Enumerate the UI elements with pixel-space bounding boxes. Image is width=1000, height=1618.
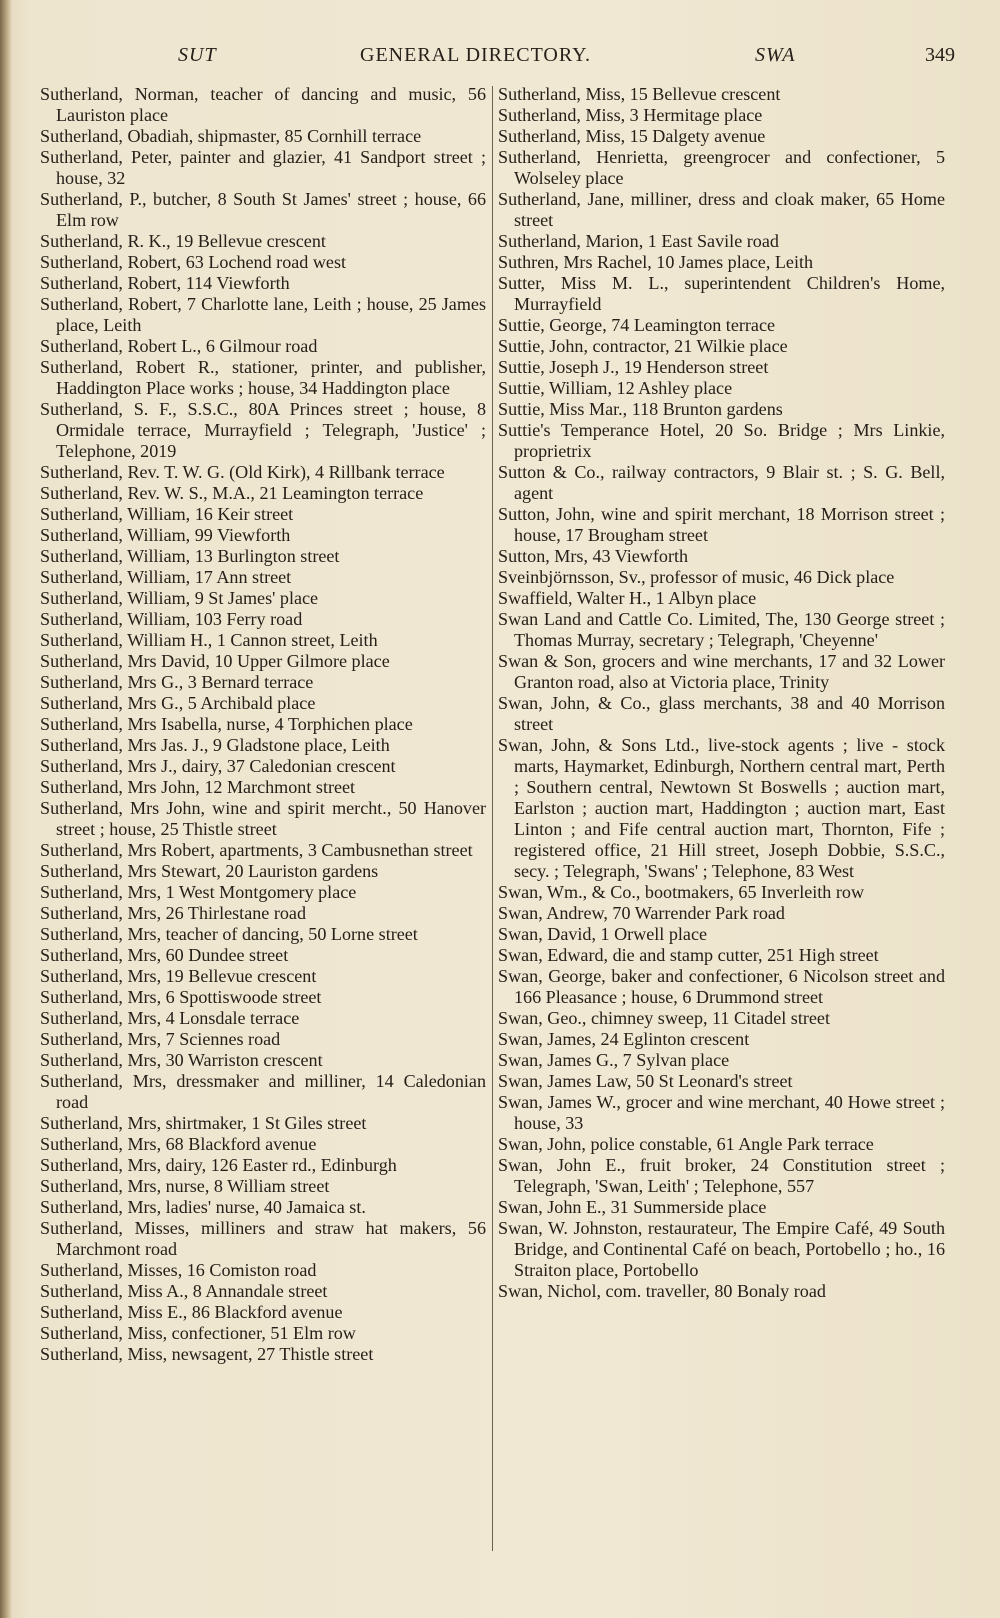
directory-entry: Sutter, Miss M. L., superintendent Children's Home, Murrayfield [498, 273, 945, 314]
directory-entry: Suttie, John, contractor, 21 Wilkie place [498, 336, 788, 356]
directory-entry: Sutherland, Misses, 16 Comiston road [40, 1260, 317, 1280]
directory-entry: Swan, John, police constable, 61 Angle Park terrace [498, 1134, 874, 1154]
directory-entry: Sutherland, Mrs Isabella, nurse, 4 Torphichen place [40, 714, 413, 734]
directory-entry: Suttie, William, 12 Ashley place [498, 378, 733, 398]
directory-entry: Sutherland, Mrs, 6 Spottiswoode street [40, 987, 322, 1007]
directory-entry: Sutton, Mrs, 43 Viewforth [498, 546, 689, 566]
directory-entry: Sutherland, Mrs G., 3 Bernard terrace [40, 672, 314, 692]
directory-entry: Swan, John, & Sons Ltd., live-stock agents ; live - stock marts, Haymarket, Edinburgh, Northern central mart, Perth ; Southern central, Newtown St Boswells ; auction mart, Earlston ; auction mart, Haddington ; auction mart, East Linton ; and Fife central auction mart, Thornton, Fife ; registered office, 21 Hill street, Joseph Dobbie, S.S.C., secy. ; Telegraph, 'Swans' ; Telephone, 83 West [498, 735, 945, 881]
directory-entry: Sutherland, Miss, newsagent, 27 Thistle street [40, 1344, 374, 1364]
directory-entry: Suthren, Mrs Rachel, 10 James place, Leith [498, 252, 814, 272]
directory-entry: Sutherland, Mrs, dressmaker and milliner, 14 Caledonian road [40, 1071, 486, 1112]
directory-entry: Swan, Andrew, 70 Warrender Park road [498, 903, 785, 923]
directory-entry: Sutherland, R. K., 19 Bellevue crescent [40, 231, 326, 251]
page-header [40, 44, 955, 74]
directory-entry: Swan Land and Cattle Co. Limited, The, 130 George street ; Thomas Murray, secretary ; Telegraph, 'Cheyenne' [498, 609, 945, 650]
directory-entry: Swan, Wm., & Co., bootmakers, 65 Inverleith row [498, 882, 865, 902]
directory-entry: Swan, George, baker and confectioner, 6 Nicolson street and 166 Pleasance ; house, 6 Drummond street [498, 966, 945, 1007]
header-left-guide: SUT [178, 44, 217, 66]
directory-entry: Sutherland, William, 16 Keir street [40, 504, 294, 524]
directory-entry: Swan, John, & Co., glass merchants, 38 and 40 Morrison street [498, 693, 945, 734]
directory-entry: Sutherland, Mrs, 19 Bellevue crescent [40, 966, 317, 986]
directory-entry: Sutherland, Mrs, dairy, 126 Easter rd., Edinburgh [40, 1155, 397, 1175]
directory-entry: Sutherland, Miss, 3 Hermitage place [498, 105, 763, 125]
directory-entry: Sutherland, P., butcher, 8 South St James' street ; house, 66 Elm row [40, 189, 486, 230]
directory-entry: Sutherland, Peter, painter and glazier, 41 Sandport street ; house, 32 [40, 147, 486, 188]
directory-entry: Suttie, Miss Mar., 118 Brunton gardens [498, 399, 783, 419]
directory-entry: Sutherland, Robert R., stationer, printer, and publisher, Haddington Place works ; house, 34 Haddington place [40, 357, 486, 398]
directory-entry: Suttie, George, 74 Leamington terrace [498, 315, 776, 335]
directory-entry: Swan, John E., 31 Summerside place [498, 1197, 767, 1217]
directory-entry: Swan, David, 1 Orwell place [498, 924, 708, 944]
directory-entry: Suttie's Temperance Hotel, 20 So. Bridge ; Mrs Linkie, proprietrix [498, 420, 945, 461]
directory-entry: Sveinbjörnsson, Sv., professor of music, 46 Dick place [498, 567, 895, 587]
directory-entry: Sutherland, Robert, 7 Charlotte lane, Leith ; house, 25 James place, Leith [40, 294, 486, 335]
directory-entry: Sutherland, Misses, milliners and straw hat makers, 56 Marchmont road [40, 1218, 486, 1259]
directory-entry: Sutherland, Robert, 63 Lochend road west [40, 252, 347, 272]
right-column [498, 84, 945, 1302]
directory-entry: Suttie, Joseph J., 19 Henderson street [498, 357, 769, 377]
directory-entry: Sutherland, William, 9 St James' place [40, 588, 319, 608]
directory-entry: Sutherland, Obadiah, shipmaster, 85 Cornhill terrace [40, 126, 422, 146]
directory-entry: Sutherland, Mrs, 30 Warriston crescent [40, 1050, 323, 1070]
directory-entry: Swan, Geo., chimney sweep, 11 Citadel street [498, 1008, 830, 1028]
directory-entry: Swan, James Law, 50 St Leonard's street [498, 1071, 793, 1091]
directory-entry: Swan, W. Johnston, restaurateur, The Empire Café, 49 South Bridge, and Continental Café on beach, Portobello ; ho., 16 Straiton place, Portobello [498, 1218, 945, 1280]
directory-entry: Swaffield, Walter H., 1 Albyn place [498, 588, 757, 608]
directory-entry: Sutherland, Mrs John, wine and spirit mercht., 50 Hanover street ; house, 25 Thistle street [40, 798, 486, 839]
directory-entry: Sutton & Co., railway contractors, 9 Blair st. ; S. G. Bell, agent [498, 462, 945, 503]
directory-entry: Sutherland, Mrs, 7 Sciennes road [40, 1029, 281, 1049]
directory-entry: Sutherland, Henrietta, greengrocer and confectioner, 5 Wolseley place [498, 147, 945, 188]
directory-entry: Sutton, John, wine and spirit merchant, 18 Morrison street ; house, 17 Brougham street [498, 504, 945, 545]
left-column [40, 84, 486, 1365]
directory-entry: Sutherland, William, 103 Ferry road [40, 609, 303, 629]
directory-entry: Sutherland, Miss E., 86 Blackford avenue [40, 1302, 343, 1322]
directory-entry: Sutherland, Rev. W. S., M.A., 21 Leamington terrace [40, 483, 424, 503]
directory-entry: Sutherland, Robert, 114 Viewforth [40, 273, 290, 293]
page-number: 349 [925, 44, 955, 66]
directory-entry: Sutherland, William, 13 Burlington street [40, 546, 340, 566]
directory-entry: Sutherland, Miss, 15 Dalgety avenue [498, 126, 766, 146]
directory-entry: Swan & Son, grocers and wine merchants, 17 and 32 Lower Granton road, also at Victoria place, Trinity [498, 651, 945, 692]
directory-entry: Swan, John E., fruit broker, 24 Constitution street ; Telegraph, 'Swan, Leith' ; Telephone, 557 [498, 1155, 945, 1196]
directory-entry: Sutherland, S. F., S.S.C., 80A Princes street ; house, 8 Ormidale terrace, Murrayfield ; Telegraph, 'Justice' ; Telephone, 2019 [40, 399, 486, 461]
directory-entry: Sutherland, Mrs, 4 Lonsdale terrace [40, 1008, 300, 1028]
directory-entry: Sutherland, Mrs, teacher of dancing, 50 Lorne street [40, 924, 418, 944]
directory-entry: Sutherland, Mrs G., 5 Archibald place [40, 693, 316, 713]
directory-entry: Sutherland, William, 17 Ann street [40, 567, 292, 587]
page-binding-edge [0, 0, 12, 1618]
directory-entry: Sutherland, Mrs Jas. J., 9 Gladstone place, Leith [40, 735, 390, 755]
directory-entry: Sutherland, Mrs Stewart, 20 Lauriston gardens [40, 861, 379, 881]
directory-entry: Sutherland, William, 99 Viewforth [40, 525, 291, 545]
directory-entry: Swan, James, 24 Eglinton crescent [498, 1029, 750, 1049]
directory-entry: Sutherland, Miss, 15 Bellevue crescent [498, 84, 781, 104]
directory-entry: Sutherland, Rev. T. W. G. (Old Kirk), 4 Rillbank terrace [40, 462, 445, 482]
directory-entry: Sutherland, Miss, confectioner, 51 Elm row [40, 1323, 356, 1343]
directory-entry: Sutherland, Mrs, 1 West Montgomery place [40, 882, 357, 902]
directory-entry: Sutherland, Norman, teacher of dancing and music, 56 Lauriston place [40, 84, 486, 125]
directory-entry: Sutherland, Miss A., 8 Annandale street [40, 1281, 328, 1301]
directory-entry: Sutherland, Mrs, 68 Blackford avenue [40, 1134, 317, 1154]
directory-entry: Sutherland, Jane, milliner, dress and cloak maker, 65 Home street [498, 189, 945, 230]
column-divider [492, 86, 493, 1551]
directory-entry: Sutherland, Mrs, ladies' nurse, 40 Jamaica st. [40, 1197, 366, 1217]
header-title: GENERAL DIRECTORY. [360, 44, 591, 66]
directory-entry: Sutherland, Mrs, 26 Thirlestane road [40, 903, 306, 923]
directory-entry: Sutherland, Mrs David, 10 Upper Gilmore place [40, 651, 390, 671]
directory-entry: Sutherland, Mrs John, 12 Marchmont street [40, 777, 356, 797]
directory-entry: Sutherland, Marion, 1 East Savile road [498, 231, 779, 251]
directory-entry: Sutherland, Mrs J., dairy, 37 Caledonian crescent [40, 756, 396, 776]
directory-entry: Sutherland, Mrs Robert, apartments, 3 Cambusnethan street [40, 840, 473, 860]
directory-entry: Swan, James G., 7 Sylvan place [498, 1050, 730, 1070]
header-right-guide: SWA [755, 44, 796, 66]
directory-entry: Sutherland, Mrs, shirtmaker, 1 St Giles street [40, 1113, 367, 1133]
directory-entry: Sutherland, Mrs, nurse, 8 William street [40, 1176, 330, 1196]
directory-entry: Swan, Edward, die and stamp cutter, 251 High street [498, 945, 879, 965]
directory-entry: Swan, James W., grocer and wine merchant, 40 Howe street ; house, 33 [498, 1092, 945, 1133]
directory-entry: Sutherland, Mrs, 60 Dundee street [40, 945, 289, 965]
directory-entry: Swan, Nichol, com. traveller, 80 Bonaly road [498, 1281, 826, 1301]
directory-entry: Sutherland, William H., 1 Cannon street, Leith [40, 630, 378, 650]
directory-entry: Sutherland, Robert L., 6 Gilmour road [40, 336, 318, 356]
